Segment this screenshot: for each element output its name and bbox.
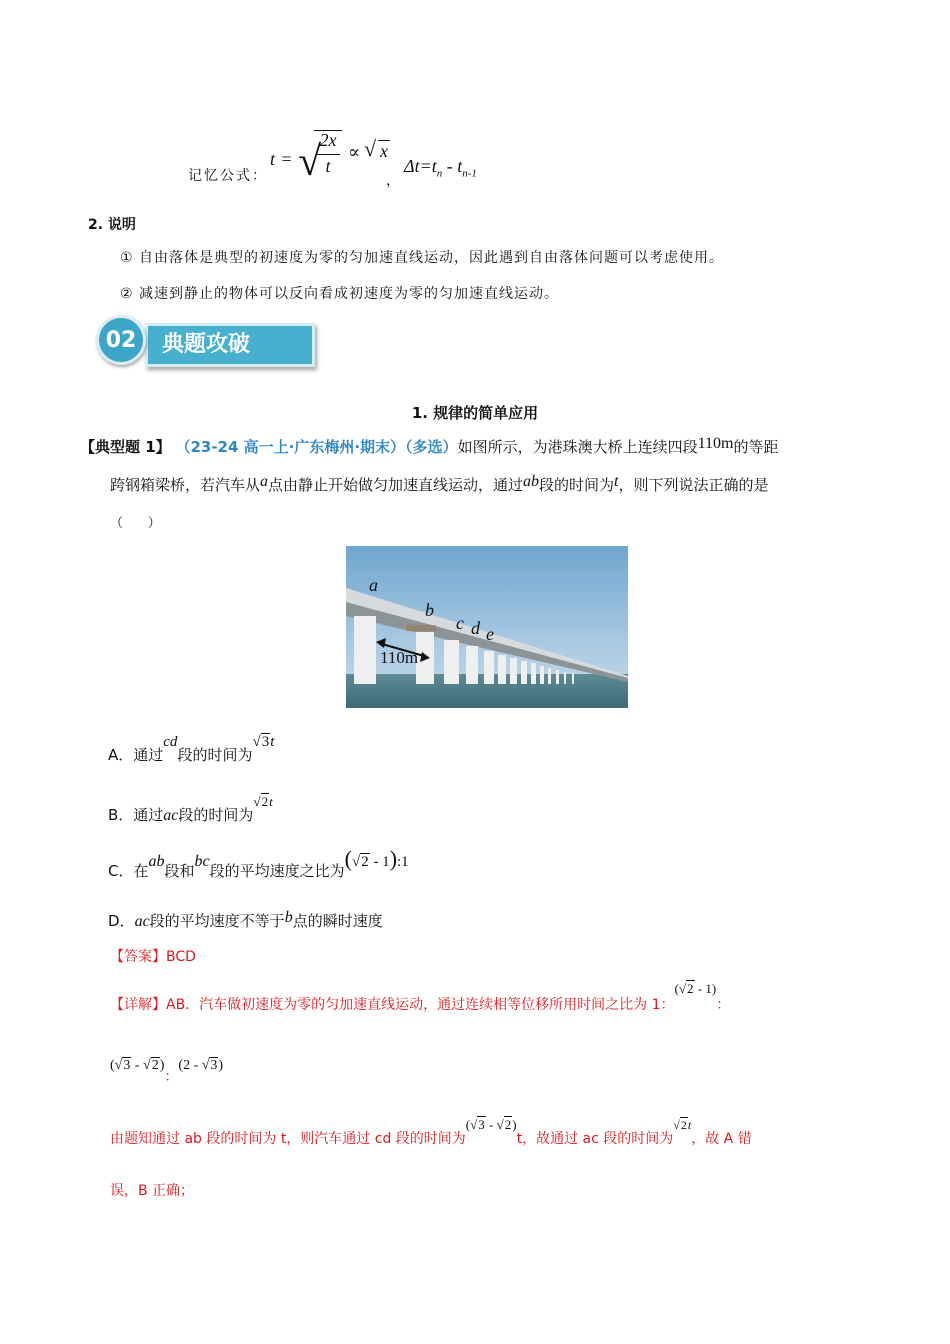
answer-value: BCD bbox=[166, 949, 196, 965]
radical-icon: √ bbox=[253, 794, 261, 809]
bridge-distance-label: 110m bbox=[380, 648, 419, 667]
section-2-item-2: ② 减速到静止的物体可以反向看成初速度为零的匀加速直线运动。 bbox=[120, 286, 559, 302]
bridge-label-e: e bbox=[486, 624, 494, 644]
bridge-label-b: b bbox=[425, 600, 434, 620]
radical-icon: √ bbox=[201, 1058, 210, 1073]
section-2-item-1: ① 自由落体是典型的初速度为零的匀加速直线运动，因此遇到自由落体问题可以考虑使用。 bbox=[120, 250, 724, 266]
detail-line-4: 误，B 正确； bbox=[110, 1183, 195, 1199]
bridge-label-d: d bbox=[471, 618, 480, 638]
radical-icon: √ bbox=[496, 1117, 504, 1132]
option-d: D．ac段的平均速度不等于b点的瞬时速度 bbox=[108, 909, 383, 930]
bridge-photo bbox=[346, 546, 628, 708]
detail-line-3: 由题知通过 ab 段的时间为 t，则汽车通过 cd 段的时间为(√3 - √2)t，故通过 ac 段的时间为√2t，故 A 错 bbox=[110, 1117, 752, 1147]
formula-delta-t: $\Delta t=t_n - t_{n-1}$ bbox=[404, 156, 477, 180]
memory-label: 记忆公式： bbox=[188, 168, 268, 184]
radical-icon: √ bbox=[673, 1118, 680, 1132]
radical-icon: √ bbox=[143, 1058, 151, 1073]
radical-icon: √ bbox=[678, 981, 687, 996]
section-banner-number: 02 bbox=[96, 315, 146, 365]
section-banner-title: 典题攻破 bbox=[145, 323, 315, 367]
problem-paren: （ ） bbox=[110, 516, 161, 531]
problem-source: （23-24 高一上·广东梅州·期末）（多选） bbox=[175, 438, 458, 456]
problem-line-1: 【典型题 1】 （23-24 高一上·广东梅州·期末）（多选）如图所示，为港珠澳大桥上连续四段110m的等距 bbox=[80, 435, 779, 456]
option-a: A．通过cd段的时间为√3t bbox=[108, 734, 275, 764]
detail-line-2: (√3 - √2)：(2 - √3) bbox=[110, 1058, 224, 1085]
bridge-label-a: a bbox=[369, 575, 378, 595]
option-c: C．在ab段和bc段的平均速度之比为(√2 - 1):1 bbox=[108, 846, 409, 880]
memory-formula: 记忆公式： t = √ 2x t ∝ √ x ， $\Delta t=t_n - t_{n-1}$ bbox=[188, 130, 477, 189]
detail-tag: 【详解】 bbox=[110, 997, 166, 1013]
radical-icon: √ bbox=[252, 734, 261, 750]
radical-icon: √ bbox=[364, 136, 377, 161]
option-b: B．通过ac段的时间为√2t bbox=[108, 794, 273, 824]
section-2-heading: 2. 说明 bbox=[88, 217, 136, 233]
radical-icon: √ bbox=[351, 854, 361, 870]
subheading: 1. 规律的简单应用 bbox=[411, 404, 539, 422]
radical-icon: √ bbox=[298, 139, 322, 185]
formula-t-sqrt: t = √ 2x t ∝ √ x bbox=[270, 130, 388, 185]
radical-icon: √ bbox=[114, 1058, 123, 1073]
bridge-label-c: c bbox=[456, 613, 464, 633]
radical-icon: √ bbox=[470, 1117, 478, 1132]
detail-line-1: 【详解】AB．汽车做初速度为零的匀加速直线运动，通过连续相等位移所用时间之比为 1：(√2 - 1)： bbox=[110, 981, 731, 1013]
answer-tag: 【答案】 bbox=[110, 949, 166, 965]
answer bbox=[110, 946, 196, 966]
problem-tag: 【典型题 1】 bbox=[80, 438, 171, 456]
problem-line-2: 跨钢箱梁桥，若汽车从a点由静止开始做匀加速直线运动，通过ab段的时间为t，则下列说法正确的是 bbox=[110, 473, 769, 494]
